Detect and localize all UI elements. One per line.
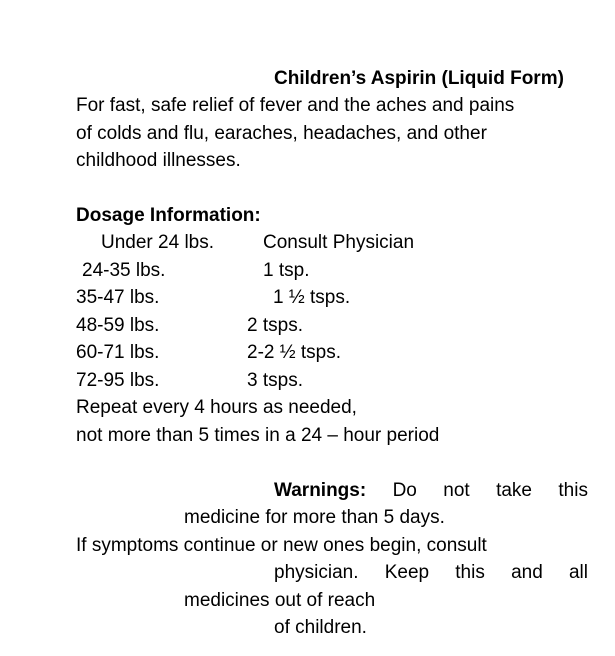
intro-line-1: For fast, safe relief of fever and the aches and pains [76, 95, 515, 116]
warnings-line-3: If symptoms continue or new ones begin, consult [76, 535, 487, 556]
document-title: Children’s Aspirin (Liquid Form) [274, 68, 564, 89]
dosage-amount: 2 tsps. [247, 315, 303, 336]
warnings-line-1 [274, 480, 588, 502]
warnings-line-6: of children. [274, 617, 367, 638]
warning-word: Keep [384, 562, 430, 583]
dosage-amount: 2-2 ½ tsps. [247, 342, 341, 363]
warning-word: all [568, 562, 588, 583]
dosage-amount: 3 tsps. [247, 370, 303, 391]
warnings-heading: Warnings: [274, 480, 367, 501]
dosage-weight: 72-95 lbs. [76, 370, 160, 391]
dosage-heading: Dosage Information: [76, 205, 261, 226]
dosage-amount: 1 ½ tsps. [273, 287, 351, 308]
dosage-amount: Consult Physician [263, 232, 415, 253]
intro-line-3: childhood illnesses. [76, 150, 241, 171]
dosage-amount: 1 tsp. [263, 260, 310, 281]
repeat-line-2: not more than 5 times in a 24 – hour period [76, 425, 440, 446]
intro-line-2: of colds and flu, earaches, headaches, and other [76, 123, 487, 144]
dosage-weight: 35-47 lbs. [76, 287, 160, 308]
warnings-line-4 [274, 562, 588, 584]
warnings-line-5: medicines out of reach [184, 590, 376, 611]
warning-word: not [443, 480, 470, 501]
dosage-weight: 24-35 lbs. [82, 260, 166, 281]
repeat-line-1: Repeat every 4 hours as needed, [76, 397, 357, 418]
warning-word: take [496, 480, 532, 501]
warning-word: and [511, 562, 543, 583]
warnings-line-2: medicine for more than 5 days. [184, 507, 445, 528]
dosage-weight: 48-59 lbs. [76, 315, 160, 336]
dosage-weight: 60-71 lbs. [76, 342, 160, 363]
warning-word: physician. [274, 562, 359, 583]
warning-word: Do [392, 480, 417, 501]
dosage-weight: Under 24 lbs. [101, 232, 215, 253]
warning-word: this [455, 562, 485, 583]
warning-word: this [558, 480, 588, 501]
